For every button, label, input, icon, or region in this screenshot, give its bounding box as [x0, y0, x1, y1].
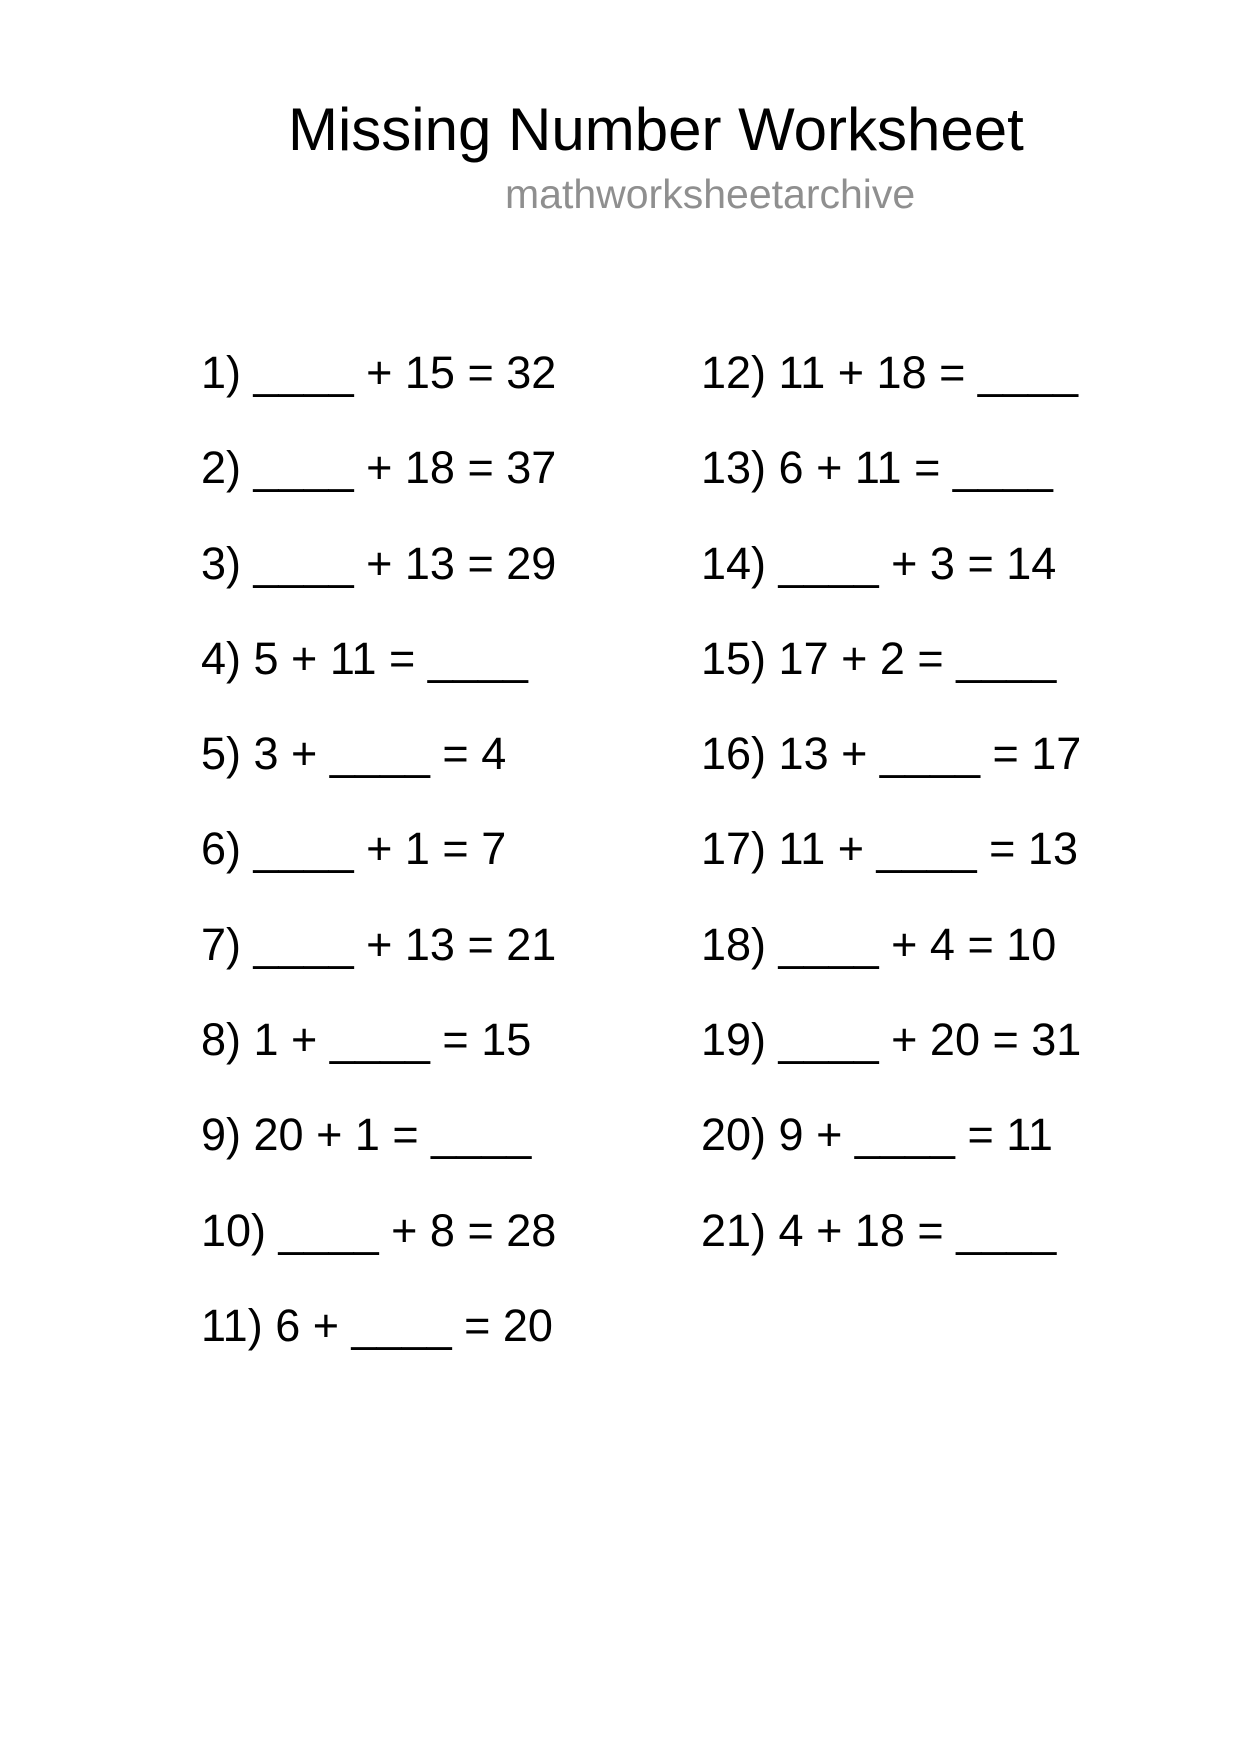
problem-line-15: 15) 17 + 2 = ____ — [701, 633, 1057, 684]
problem-line-19: 19) ____ + 20 = 31 — [701, 1014, 1082, 1065]
problem-line-13: 13) 6 + 11 = ____ — [701, 442, 1053, 493]
problem-line-5: 5) 3 + ____ = 4 — [201, 728, 507, 779]
problem-line-1: 1) ____ + 15 = 32 — [201, 347, 557, 398]
problem-line-6: 6) ____ + 1 = 7 — [201, 823, 507, 874]
problem-line-3: 3) ____ + 13 = 29 — [201, 538, 557, 589]
problem-line-9: 9) 20 + 1 = ____ — [201, 1109, 532, 1160]
problem-line-4: 4) 5 + 11 = ____ — [201, 633, 528, 684]
page-subtitle: mathworksheetarchive — [505, 171, 916, 217]
problem-line-7: 7) ____ + 13 = 21 — [201, 919, 557, 970]
problem-line-10: 10) ____ + 8 = 28 — [201, 1205, 557, 1256]
problem-line-18: 18) ____ + 4 = 10 — [701, 919, 1057, 970]
problem-line-20: 20) 9 + ____ = 11 — [701, 1109, 1053, 1160]
page-title: Missing Number Worksheet — [288, 96, 1024, 163]
problem-line-11: 11) 6 + ____ = 20 — [201, 1300, 553, 1351]
problem-line-17: 17) 11 + ____ = 13 — [701, 823, 1078, 874]
problem-line-16: 16) 13 + ____ = 17 — [701, 728, 1082, 779]
problem-line-21: 21) 4 + 18 = ____ — [701, 1205, 1057, 1256]
problem-line-14: 14) ____ + 3 = 14 — [701, 538, 1057, 589]
problem-line-8: 8) 1 + ____ = 15 — [201, 1014, 532, 1065]
problem-line-12: 12) 11 + 18 = ____ — [701, 347, 1078, 398]
problem-line-2: 2) ____ + 18 = 37 — [201, 442, 557, 493]
